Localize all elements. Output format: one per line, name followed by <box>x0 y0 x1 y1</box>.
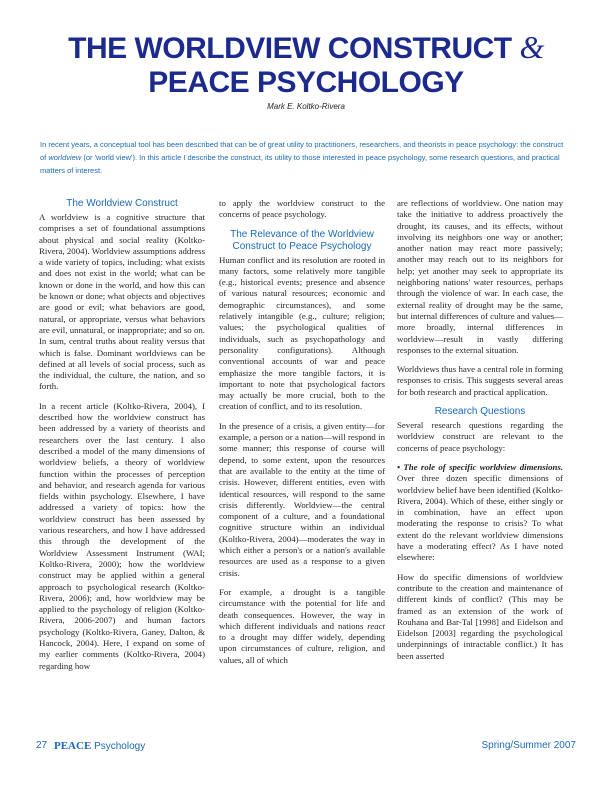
page-number: 27 <box>36 740 48 751</box>
journal-name-peace: PEACE <box>54 740 92 752</box>
abstract-part-2: (or 'world view'). In this article I describe the construct, its utility to those interested in peace psychology, some research questions, and practical matters of interest. <box>40 153 560 175</box>
paragraph-text: to a drought may differ widely, depending upon circumstances of culture, religion, and values, all of which <box>219 632 385 665</box>
abstract-term: worldview <box>48 153 82 162</box>
section-heading-worldview-construct: The Worldview Construct <box>66 198 178 209</box>
title-ampersand: & <box>519 29 544 65</box>
paragraph-text: Over three dozen specific dimensions of worldview belief have been identified (Koltko-Rivera, 2004). Which of these, either singly or in combination, have an effect upon moderating the response to crisis? To what extent do the relevant worldview dimensions have a moderating effect? As I have noted elsewhere: <box>397 473 563 563</box>
paragraph: Several research questions regarding the worldview construct are relevant to the concerns of peace psychology: <box>397 420 563 453</box>
paragraph: A worldview is a cognitive structure that comprises a set of foundational assumptions about physical and social reality (Koltko-Rivera, 2004). Worldview assumptions address a wide variety of topics, including: what exists and does not exist in the world; what can be known or done in the world, and how this can be known or done; what objects and objectives are good or evil; what behaviors are good, natural, or appropriate, versus what behaviors are evil, unnatural, or inappropriate; and so on. In sum, central truths about reality versus that which is false. Dominant worldviews can be defined at all levels of social process, such as the individual, the culture, the nation, and so forth. <box>39 212 205 392</box>
section-heading-research-questions: Research Questions <box>434 406 526 418</box>
bullet-lead: • The role of specific worldview dimensions. <box>397 461 563 472</box>
paragraph <box>219 587 385 666</box>
article-title <box>40 30 572 100</box>
paragraph <box>397 462 563 564</box>
paragraph: How do specific dimensions of worldview contribute to the creation and maintenance of different kinds of conflict? (This may be framed as an extension of the work of Rouhana and Bar-Tal [1998] and Eidelson and Eidelson [2003] regarding the psychological underpinnings of intractable conflict.) It has been asserted <box>397 571 563 661</box>
column-2 <box>219 198 385 674</box>
paragraph: are reflections of worldview. One nation may take the initiative to address proactively the drought, its causes, and its effects, without involving its neighbors one way or another; another nation may react more passively; another may reach out to its neighbors for help; yet another may seek to appropriate its neighboring nations' water resources, perhaps through the violence of war. In each case, the external reality of drought may be the same, but internal differences of culture and values—more broadly, internal differences in worldview—result in vastly differing responses to the external situation. <box>397 198 563 355</box>
title-line-2: PEACE PSYCHOLOGY <box>148 66 464 99</box>
abstract-part-1: In recent years, a conceptual tool has been described that can be of great utility to practitioners, researchers, and theorists in peace psychology: the construct of <box>40 140 564 162</box>
paragraph: In the presence of a crisis, a given entity—for example, a person or a nation—will respond in some manner; this response of course will depend, to some extent, upon the resources that are available to the entity at the time of crisis. However, different entities, even with identical resources, will respond to the same crisis differently. Worldview—the central component of a culture, and a foundational cognitive structure within an individual (Koltko-Rivera, 2004)—moderates the way in which either a person's or a nation's available resources are used as a response to a given crisis. <box>219 420 385 578</box>
emphasis-react: react <box>367 620 385 631</box>
column-3 <box>397 198 563 670</box>
title-line-1: THE WORLDVIEW CONSTRUCT <box>68 32 512 65</box>
paragraph: Worldviews thus have a central role in forming responses to crisis. This suggests several areas for both research and practical application. <box>397 364 563 397</box>
issue-date: Spring/Summer 2007 <box>481 740 576 751</box>
journal-name <box>54 740 145 752</box>
paragraph: In a recent article (Koltko-Rivera, 2004), I described how the worldview construct has been addressed by a variety of theorists and researchers over the last century. I also described a model of the many dimensions of worldview beliefs, a theory of worldview function within the processes of perception and behavior, and research agenda for various fields within psychology. Elsewhere, I have addressed a variety of topics: how the worldview construct has been assessed by various researchers, and how I have addressed this through the development of the Worldview Assessment Instrument (WAI; Koltko-Rivera, 2000); how the worldview construct may be applied within a general approach to psychological research (Koltko-Rivera, 2006); and, how worldview may be applied to the psychology of religion (Koltko-Rivera, 2006-2007) and human factors psychology (Koltko-Rivera, Ganey, Dalton, & Hancock, 2004). Here, I expand on some of my earlier comments (Koltko-Rivera, 2004) regarding how <box>39 400 205 671</box>
paragraph-text: For example, a drought is a tangible circumstance with the potential for life and death consequences. However, the way in which different individuals and nations <box>219 586 385 631</box>
author-byline: Mark E. Koltko-Rivera <box>267 102 345 111</box>
abstract <box>40 138 570 177</box>
paragraph: to apply the worldview construct to the concerns of peace psychology. <box>219 198 385 220</box>
paragraph: Human conflict and its resolution are rooted in many factors, some relatively more tangible (e.g., historical events; presence and absence of various natural resources; economic and demographic circumstances), and some relatively intangible (e.g., culture; religion; values; the psychological qualities of individuals, such as psychopathology and personality configurations). Although conventional accounts of war and peace emphasize the more tangible factors, it is important to note that psychological factors may actually be more crucial, both to the creation of conflict, and to its resolution. <box>219 254 385 412</box>
section-heading-relevance: The Relevance of the Worldview Construct to Peace Psychology <box>230 228 374 252</box>
journal-name-suffix: Psychology <box>94 741 146 752</box>
column-1 <box>39 198 205 680</box>
